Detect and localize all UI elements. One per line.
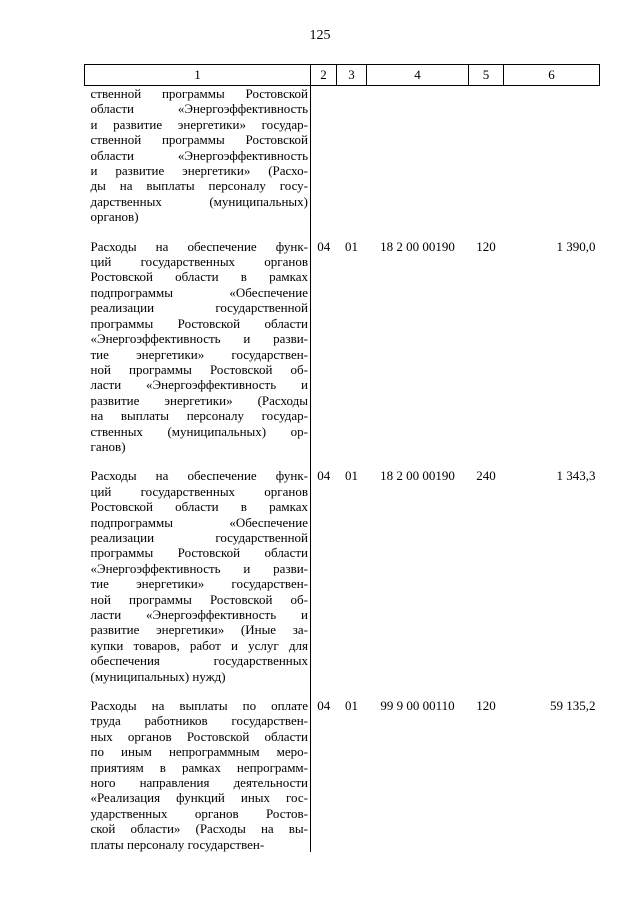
description-line: платы персоналу государствен- bbox=[90, 836, 265, 852]
page-number: 125 bbox=[309, 28, 331, 43]
description-line: области «Энергоэффективность bbox=[90, 101, 308, 117]
description-line: ударственных органов Ростов- bbox=[90, 805, 308, 821]
description-line: ной программы Ростовской об- bbox=[90, 361, 308, 377]
description-line: и развитие энергетики» (Расхо- bbox=[90, 163, 308, 179]
description-line: ской области» (Расходы на вы- bbox=[90, 821, 308, 837]
table-body bbox=[85, 86, 600, 853]
row-spacer bbox=[85, 684, 600, 698]
description-line: труда работников государствен- bbox=[90, 713, 308, 729]
amount: 1 390,0 bbox=[556, 238, 596, 254]
header-col-5: 5 bbox=[469, 65, 504, 86]
header-col-4: 4 bbox=[367, 65, 469, 86]
description-line: подпрограммы «Обеспечение bbox=[90, 284, 308, 300]
description-line: ганов) bbox=[90, 438, 126, 454]
amount: 59 135,2 bbox=[550, 698, 596, 714]
description-line: «Энергоэффективность и разви- bbox=[90, 331, 308, 347]
table-row bbox=[85, 239, 600, 455]
description-line: ственной программы Ростовской bbox=[90, 132, 308, 148]
row-spacer bbox=[85, 454, 600, 468]
table-row bbox=[85, 468, 600, 684]
description-line: ственных (муниципальных) ор- bbox=[90, 423, 308, 439]
description-line: реализации государственной bbox=[90, 300, 308, 316]
description-line: (муниципальных) нужд) bbox=[90, 668, 226, 684]
subsection-code: 01 bbox=[345, 468, 358, 484]
description-line: области «Энергоэффективность bbox=[90, 147, 308, 163]
description-line: ственной программы Ростовской bbox=[90, 86, 308, 101]
budget-table bbox=[84, 64, 600, 852]
expense-type-code: 120 bbox=[476, 238, 496, 254]
section-code bbox=[311, 86, 337, 225]
expense-type-code bbox=[469, 86, 504, 225]
target-article-code: 99 9 00 00110 bbox=[380, 698, 455, 714]
description-line: на выплаты персоналу государ- bbox=[90, 408, 308, 424]
description-line: ного направления деятельности bbox=[90, 775, 308, 791]
header-col-1: 1 bbox=[85, 65, 311, 86]
description-line: ций государственных органов bbox=[90, 483, 308, 499]
row-description bbox=[85, 468, 311, 684]
target-article-code: 18 2 00 00190 bbox=[380, 468, 455, 484]
description-line: развитие энергетики» (Расходы bbox=[90, 392, 308, 408]
description-line: Расходы на обеспечение функ- bbox=[90, 468, 308, 484]
table-row bbox=[85, 698, 600, 852]
spacer-cell bbox=[85, 225, 311, 239]
header-col-6: 6 bbox=[504, 65, 600, 86]
row-description bbox=[85, 239, 311, 455]
subsection-code: 01 bbox=[345, 698, 358, 714]
description-line: ций государственных органов bbox=[90, 254, 308, 270]
description-line: ной программы Ростовской об- bbox=[90, 591, 308, 607]
description-line: развитие энергетики» (Иные за- bbox=[90, 622, 308, 638]
spacer-cell bbox=[85, 454, 311, 468]
description-line: «Реализация функций иных гос- bbox=[90, 790, 308, 806]
expense-type-code: 120 bbox=[476, 698, 496, 714]
description-line: программы Ростовской области bbox=[90, 545, 308, 561]
expense-type-code: 240 bbox=[476, 468, 496, 484]
amount: 1 343,3 bbox=[556, 468, 596, 484]
table-header-row bbox=[85, 65, 600, 86]
row-spacer bbox=[85, 225, 600, 239]
section-code: 04 bbox=[317, 698, 331, 714]
description-line: по иным непрограммным меро- bbox=[90, 744, 308, 760]
description-line: тие энергетики» государствен- bbox=[90, 576, 308, 592]
description-line: Расходы на выплаты по оплате bbox=[90, 698, 308, 714]
section-code: 04 bbox=[317, 238, 331, 254]
table-row bbox=[85, 86, 600, 225]
section-code: 04 bbox=[317, 468, 331, 484]
description-line: подпрограммы «Обеспечение bbox=[90, 514, 308, 530]
description-line: программы Ростовской области bbox=[90, 315, 308, 331]
description-line: тие энергетики» государствен- bbox=[90, 346, 308, 362]
target-article-code: 18 2 00 00190 bbox=[380, 238, 455, 254]
description-line: Ростовской области в рамках bbox=[90, 499, 308, 515]
description-line: Расходы на обеспечение функ- bbox=[90, 238, 308, 254]
spacer-cell bbox=[85, 684, 311, 698]
row-description bbox=[85, 86, 311, 225]
description-line: ласти «Энергоэффективность и bbox=[90, 607, 308, 622]
description-line: «Энергоэффективность и разви- bbox=[90, 560, 308, 576]
description-line: ды на выплаты персоналу госу- bbox=[90, 178, 308, 194]
description-line: приятиям в рамках непрограмм- bbox=[90, 759, 308, 775]
description-line: ных органов Ростовской области bbox=[90, 728, 308, 744]
description-line: и развитие энергетики» государ- bbox=[90, 116, 308, 132]
target-article-code bbox=[367, 86, 469, 225]
row-description bbox=[85, 698, 311, 852]
description-line: обеспечения государственных bbox=[90, 653, 308, 669]
header-col-3: 3 bbox=[337, 65, 367, 86]
header-col-2: 2 bbox=[311, 65, 337, 86]
description-line: органов) bbox=[90, 209, 139, 225]
subsection-code: 01 bbox=[345, 238, 358, 254]
description-line: дарственных (муниципальных) bbox=[90, 193, 308, 209]
description-line: купки товаров, работ и услуг для bbox=[90, 637, 308, 653]
amount bbox=[504, 86, 600, 225]
subsection-code bbox=[337, 86, 367, 225]
description-line: реализации государственной bbox=[90, 529, 308, 545]
description-line: ласти «Энергоэффективность и bbox=[90, 377, 308, 393]
description-line: Ростовской области в рамках bbox=[90, 269, 308, 285]
